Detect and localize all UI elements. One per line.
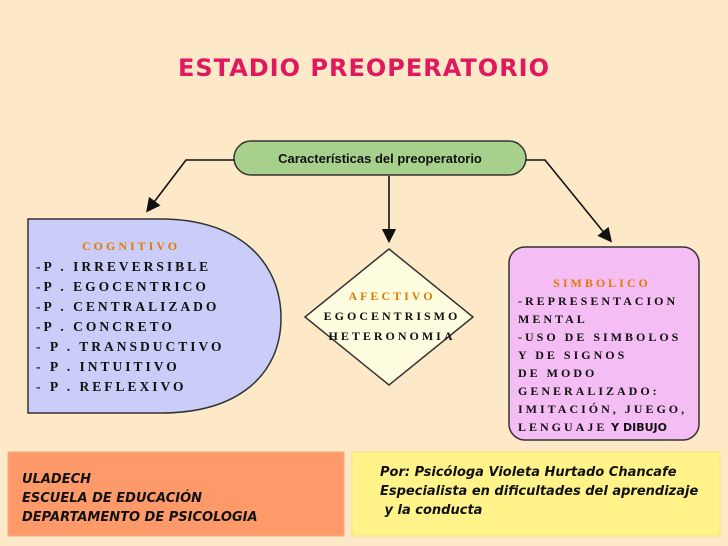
simbolico-heading: SIMBOLICO — [553, 276, 651, 290]
simbolico-item: MENTAL — [518, 312, 588, 326]
footer-right-line: y la conducta — [380, 503, 483, 518]
simbolico-item: IMITACIÓN, JUEGO, — [518, 402, 688, 416]
afectivo-block — [312, 286, 472, 346]
arrow-to-cognitivo — [148, 160, 234, 210]
simbolico-item: -USO DE SIMBOLOS — [518, 330, 682, 344]
footer-left-line: ESCUELA DE EDUCACIÓN — [22, 491, 203, 506]
simbolico-item: DE MODO — [518, 366, 598, 380]
footer-right-text — [380, 463, 698, 520]
footer-left-line: DEPARTAMENTO DE PSICOLOGIA — [22, 510, 258, 525]
cognitivo-item: -P . IRREVERSIBLE — [36, 259, 212, 274]
simbolico-last-b: Y DIBUJO — [607, 421, 667, 434]
simbolico-block — [518, 274, 698, 437]
cognitivo-item: - P . REFLEXIVO — [36, 379, 187, 394]
footer-right-line: Especialista en dificultades del aprendizaje — [380, 484, 699, 499]
simbolico-item: GENERALIZADO: — [518, 384, 660, 398]
cognitivo-item: -P . CENTRALIZADO — [36, 299, 220, 314]
cognitivo-heading: COGNITIVO — [82, 239, 181, 253]
arrow-to-simbolico — [526, 160, 610, 240]
simbolico-item: Y DE SIGNOS — [518, 348, 628, 362]
footer-left-line: ULADECH — [22, 472, 91, 487]
cognitivo-item: - P . INTUITIVO — [36, 359, 180, 374]
simbolico-last-a: LENGUAJE — [518, 420, 608, 434]
cognitivo-block — [36, 236, 225, 397]
afectivo-item: HETERONOMIA — [328, 329, 456, 343]
afectivo-item: EGOCENTRISMO — [323, 309, 461, 323]
simbolico-last-line — [518, 418, 698, 437]
top-box-label: Características del preoperatorio — [278, 150, 482, 166]
cognitivo-item: -P . EGOCENTRICO — [36, 279, 209, 294]
afectivo-heading: AFECTIVO — [348, 289, 436, 303]
footer-right-line: Por: Psicóloga Violeta Hurtado Chancafe — [380, 465, 677, 480]
footer-left-text — [22, 470, 258, 527]
slide-title: ESTADIO PREOPERATORIO — [178, 54, 550, 82]
simbolico-item: -REPRESENTACION — [518, 294, 679, 308]
cognitivo-item: -P . CONCRETO — [36, 319, 175, 334]
cognitivo-item: - P . TRANSDUCTIVO — [36, 339, 225, 354]
